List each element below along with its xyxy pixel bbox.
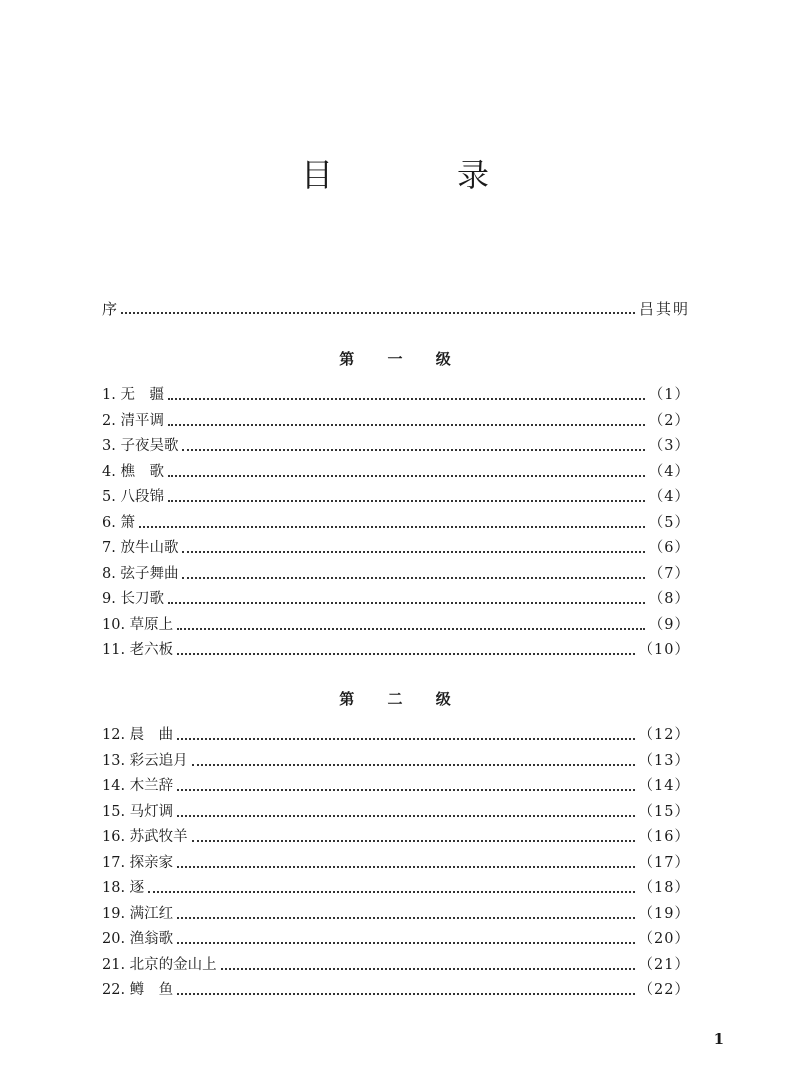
toc-entry[interactable] (102, 612, 690, 634)
toc-entry[interactable] (102, 799, 690, 821)
leader-dots (177, 865, 634, 868)
preface-author: 吕其明 (638, 300, 690, 318)
entry-page: （16） (638, 829, 690, 845)
entry-title: 14. 木兰辞 (102, 778, 174, 794)
leader-dots (148, 890, 634, 893)
entry-title: 15. 马灯调 (102, 803, 174, 820)
leader-dots (168, 474, 645, 477)
entry-page: （18） (638, 880, 690, 896)
entry-title: 22. 鳟 鱼 (102, 982, 174, 998)
leader-dots (139, 525, 645, 528)
entry-page: （6） (648, 540, 690, 556)
entry-title: 13. 彩云追月 (102, 752, 188, 769)
entry-title: 21. 北京的金山上 (102, 956, 217, 973)
entry-page: （19） (638, 905, 690, 922)
entry-title: 16. 苏武牧羊 (102, 829, 188, 845)
toc-entry[interactable] (102, 875, 690, 897)
entry-title: 2. 清平调 (102, 412, 164, 429)
leader-dots (182, 448, 644, 451)
entry-page: （12） (638, 727, 690, 743)
preface-label: 序 (102, 300, 118, 318)
entry-title: 9. 长刀歌 (102, 591, 164, 607)
toc-entry[interactable] (102, 408, 690, 430)
entry-title: 1. 无 疆 (102, 387, 164, 403)
leader-dots (168, 601, 645, 604)
toc-entry[interactable] (102, 510, 690, 532)
leader-dots (177, 627, 645, 630)
entry-title: 18. 逐 (102, 880, 145, 896)
toc-entry[interactable] (102, 586, 690, 608)
entry-title: 20. 渔翁歌 (102, 931, 174, 947)
toc-entry[interactable] (102, 722, 690, 744)
entry-page: （4） (648, 489, 690, 505)
entry-title: 5. 八段锦 (102, 489, 164, 505)
entry-page: （5） (648, 514, 690, 531)
entry-page: （8） (648, 591, 690, 607)
leader-dots (177, 916, 634, 919)
entry-page: （4） (648, 463, 690, 480)
entry-title: 4. 樵 歌 (102, 463, 164, 480)
toc-entry[interactable] (102, 926, 690, 948)
entry-page: （15） (638, 803, 690, 820)
entry-page: （20） (638, 931, 690, 947)
entry-title: 6. 箫 (102, 514, 135, 531)
page-title: 目 录 (300, 156, 535, 194)
section-heading-level-1: 第 一 级 (339, 350, 465, 368)
leader-dots (192, 763, 635, 766)
leader-dots (168, 397, 645, 400)
leader-dots (182, 550, 644, 553)
toc-entry[interactable] (102, 459, 690, 481)
toc-entry[interactable] (102, 382, 690, 404)
entry-title: 10. 草原上 (102, 616, 174, 633)
toc-entry[interactable] (102, 901, 690, 923)
entry-page: （3） (648, 438, 690, 454)
leader-dots (177, 737, 634, 740)
leader-dots (192, 839, 635, 842)
toc-entry[interactable] (102, 748, 690, 770)
leader-dots (121, 311, 635, 314)
entry-page: （14） (638, 778, 690, 794)
leader-dots (168, 423, 645, 426)
toc-entry[interactable] (102, 637, 690, 659)
toc-entry[interactable] (102, 484, 690, 506)
section-heading-level-2: 第 二 级 (339, 690, 465, 708)
entry-page: （13） (638, 752, 690, 769)
entry-page: （17） (638, 854, 690, 871)
toc-entry[interactable] (102, 773, 690, 795)
toc-entry[interactable] (102, 850, 690, 872)
toc-entry[interactable] (102, 977, 690, 999)
entry-title: 3. 子夜吴歌 (102, 438, 179, 454)
toc-entry[interactable] (102, 433, 690, 455)
entry-page: （21） (638, 956, 690, 973)
entry-title: 12. 晨 曲 (102, 727, 174, 743)
toc-entry[interactable] (102, 952, 690, 974)
leader-dots (177, 814, 634, 817)
entry-page: （7） (648, 565, 690, 582)
toc-entry[interactable] (102, 535, 690, 557)
toc-entry[interactable] (102, 561, 690, 583)
entry-title: 17. 探亲家 (102, 854, 174, 871)
toc-entry[interactable] (102, 824, 690, 846)
leader-dots (177, 788, 634, 791)
leader-dots (168, 499, 645, 502)
toc-preface-row[interactable] (102, 296, 690, 318)
leader-dots (177, 941, 634, 944)
entry-title: 11. 老六板 (102, 642, 174, 658)
entry-title: 19. 满江红 (102, 905, 174, 922)
leader-dots (221, 967, 635, 970)
leader-dots (182, 576, 644, 579)
entry-page: （10） (638, 642, 690, 658)
entry-page: （2） (648, 412, 690, 429)
leader-dots (177, 992, 634, 995)
entry-page: （9） (648, 616, 690, 633)
page-number: 1 (713, 1030, 724, 1048)
entry-title: 7. 放牛山歌 (102, 540, 179, 556)
entry-page: （22） (638, 982, 690, 998)
leader-dots (177, 652, 634, 655)
entry-title: 8. 弦子舞曲 (102, 565, 179, 582)
entry-page: （1） (648, 387, 690, 403)
